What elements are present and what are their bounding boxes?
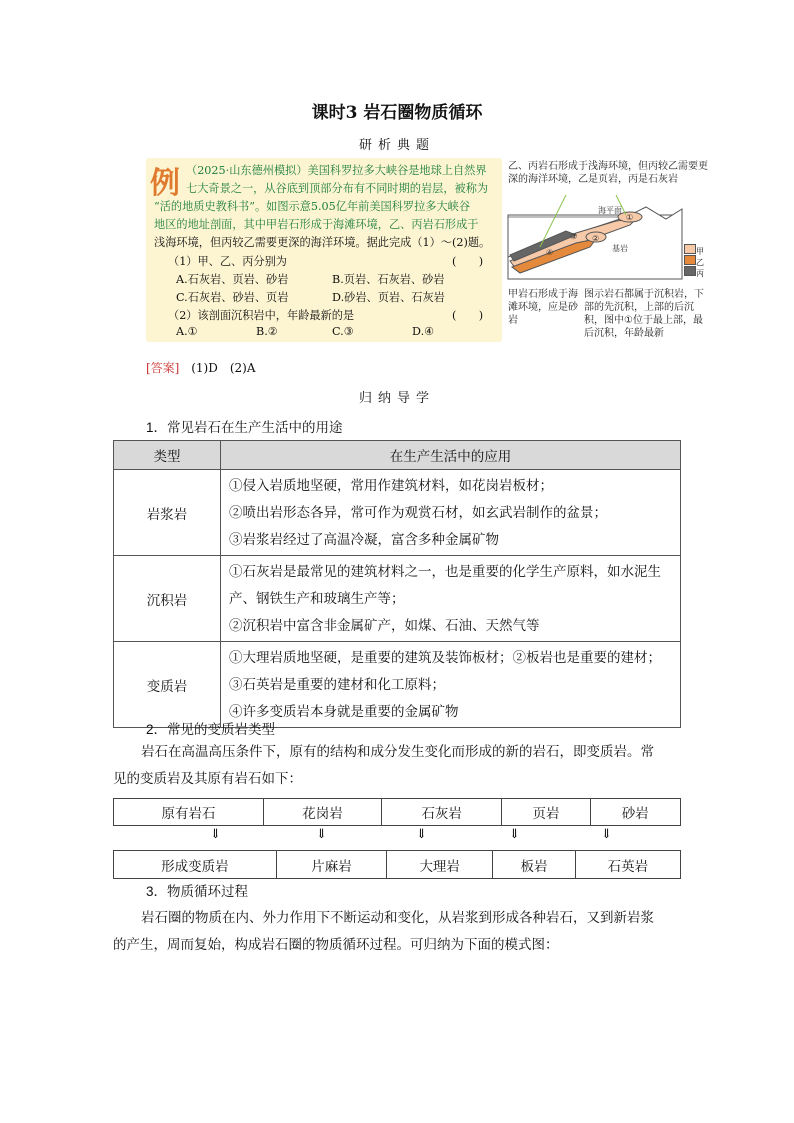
row-app: ①侵入岩质地坚硬，常用作建筑材料，如花岗岩板材； ②喷出岩形态各异，常可作为观赏石材，如玄武岩制作的盆景； ③岩浆岩经过了高温冷凝，富含多种金属矿物 [221, 470, 681, 556]
note-top: 乙、丙岩石形成于浅海环境，但丙较乙需要更深的海洋环境，乙是页岩，丙是石灰岩 [508, 161, 708, 185]
header-app: 在生产生活中的应用 [221, 441, 681, 470]
table-row [114, 470, 681, 556]
option: C.石灰岩、砂岩、页岩 [176, 291, 289, 304]
row-type: 沉积岩 [114, 556, 221, 642]
down-arrow-icon: ⇓ [509, 827, 520, 842]
row-app: ①大理岩质地坚硬，是重要的建筑及装饰板材；②板岩也是重要的建材； ③石英岩是重要的建材和化工原料； ④许多变质岩本身就是重要的金属矿物 [221, 642, 681, 728]
stem-line: 美国科罗拉多大峡谷是地球上自然界 [307, 164, 487, 177]
answer-label: [答案] [146, 361, 180, 375]
note-right: 图示岩石都属于沉积岩，下部的先沉积，上部的后沉积，图中①位于最上部，最后沉积，年龄最新 [584, 289, 704, 339]
option: C.③ [332, 325, 354, 338]
row-type: 变质岩 [114, 642, 221, 728]
paragraph-2: 岩石在高温高压条件下，原有的结构和成分发生变化而形成的新的岩石，即变质岩。常 见的变质岩及其原有岩石如下： [113, 744, 654, 786]
num-1: ① [626, 213, 634, 222]
legend-yi: 乙 [684, 254, 708, 264]
row-app: ①石灰岩是最常见的建筑材料之一，也是重要的化学生产原料，如水泥生 产、钢铁生产和玻璃生产等； ②沉积岩中富含非金属矿产，如煤、石油、天然气等 [221, 556, 681, 642]
example-mark: 例 [150, 166, 180, 201]
example-box [146, 158, 502, 342]
flow-cell: 形成变质岩 [114, 851, 277, 878]
option: A.石灰岩、页岩、砂岩 [176, 273, 289, 286]
sea-level-label: 海平面 [598, 206, 622, 215]
table-row [114, 642, 681, 728]
table-header-row [114, 441, 681, 470]
down-arrow-icon: ⇓ [316, 827, 327, 842]
flow-original-row [113, 798, 681, 826]
flow-metamorphic-row [113, 850, 681, 879]
legend-bing: 丙 [684, 265, 708, 275]
down-arrow-icon: ⇓ [210, 827, 221, 842]
flow-cell: 板岩 [493, 851, 575, 878]
flow-cell: 砂岩 [621, 806, 649, 821]
rock-uses-table [113, 440, 681, 728]
question-2: （2）该剖面沉积岩中，年龄最新的是 [168, 309, 355, 322]
flow-cell: 花岗岩 [264, 799, 382, 825]
table-row [114, 556, 681, 642]
page-title: 课时3 岩石圈物质循环 [311, 103, 483, 123]
option: D.砂岩、页岩、石灰岩 [332, 291, 445, 304]
stem-line: 七大奇景之一，从谷底到顶部分布有不同时期的岩层，被称为 [186, 182, 489, 195]
stem-line: 浅海环境，但丙较乙需要更深的海洋环境。据此完成（1）～(2)题。 [154, 236, 491, 249]
answer-paren-2: ( ) [452, 309, 484, 322]
geologic-section-diagram [506, 195, 706, 285]
answer-line [146, 359, 256, 376]
answer-text: (1)D (2)A [191, 361, 256, 375]
heading-2: 2．常见的变质岩类型 [146, 722, 276, 737]
header-type: 类型 [114, 441, 221, 470]
answer-paren-1: ( ) [452, 255, 484, 268]
flow-cell: 原有岩石 [114, 799, 264, 825]
flow-cell: 大理岩 [387, 851, 493, 878]
question-1: （1）甲、乙、丙分别为 [168, 255, 287, 268]
num-4: ④ [546, 248, 554, 257]
option: B.页岩、石灰岩、砂岩 [332, 273, 445, 286]
stem-line: “活的地质史教科书”。如图示意5.05亿年前美国科罗拉多大峡谷 [154, 200, 471, 213]
flow-cell: 石英岩 [607, 858, 649, 874]
section-heading-guide: 归纳导学 [358, 391, 435, 406]
heading-1: 1．常见岩石在生产生活中的用途 [146, 420, 343, 435]
row-type: 岩浆岩 [114, 470, 221, 556]
down-arrow-icon: ⇓ [416, 827, 427, 842]
num-2: ② [592, 234, 600, 243]
heading-3: 3．物质循环过程 [146, 884, 249, 899]
flow-cell: 片麻岩 [277, 851, 387, 878]
option: B.② [256, 325, 278, 338]
option: D.④ [412, 325, 435, 338]
section-heading-study: 研析典题 [358, 138, 435, 153]
down-arrow-icon: ⇓ [601, 827, 612, 842]
flow-cell: 页岩 [502, 799, 590, 825]
note-left: 甲岩石形成于海滩环境，应是砂岩 [508, 289, 578, 326]
option: A.① [176, 325, 198, 338]
basement-label: 基岩 [612, 244, 628, 253]
example-source: （2025·山东德州模拟） [186, 164, 308, 177]
paragraph-3: 岩石圈的物质在内、外力作用下不断运动和变化，从岩浆到形成各种岩石，又到新岩浆 的产生，周而复始，构成岩石圈的物质循环过程。可归纳为下面的模式图： [113, 910, 654, 952]
num-3: ③ [570, 232, 578, 241]
flow-cell: 石灰岩 [382, 799, 502, 825]
stem-line: 地区的地址剖面，其中甲岩石形成于海滩环境，乙、丙岩石形成于 [154, 218, 479, 231]
legend-jia: 甲 [684, 243, 708, 253]
